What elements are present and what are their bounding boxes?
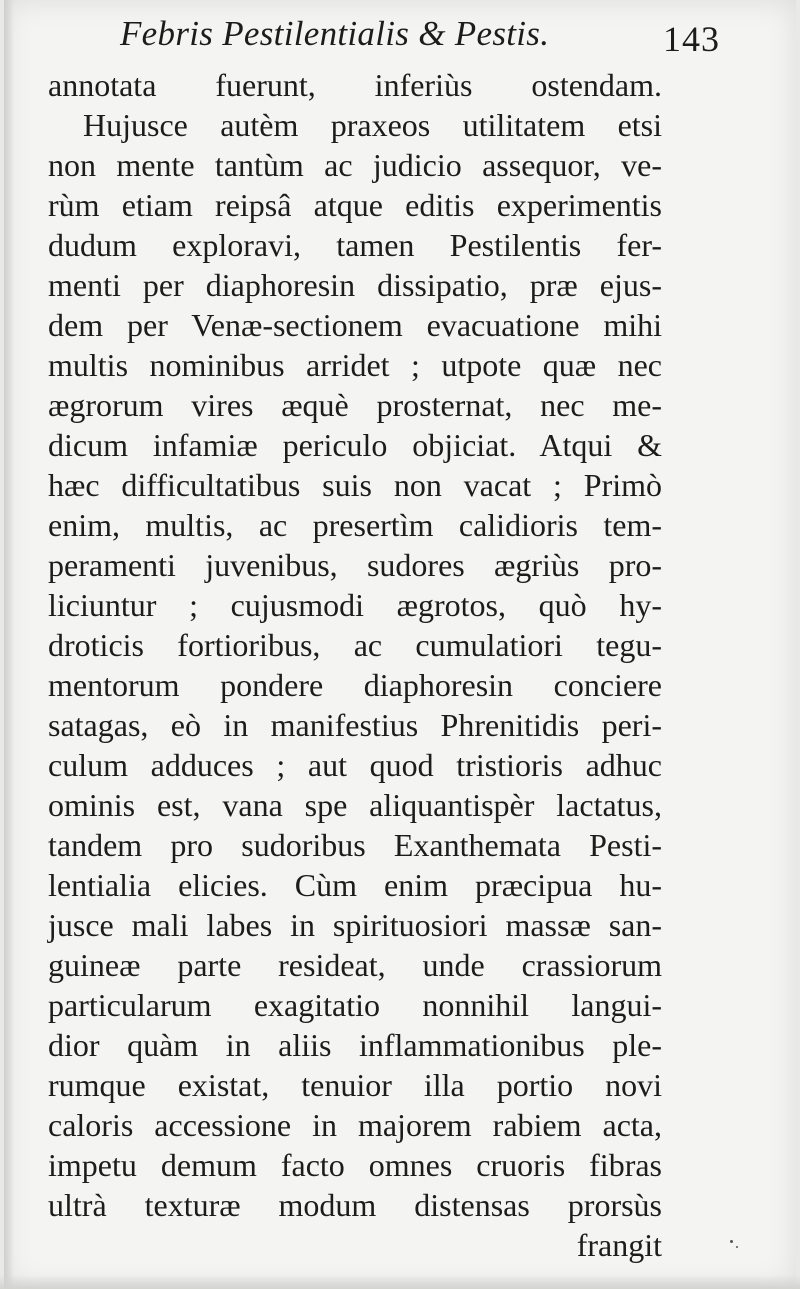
text-line: liciuntur ; cujusmodi ægrotos, quò hy-	[48, 587, 662, 623]
text-line: mentorum pondere diaphoresin conciere	[48, 667, 662, 703]
text-line: ægrorum vires æquè prosternat, nec me-	[48, 387, 662, 423]
text-line: annotata fuerunt, inferiùs ostendam.	[48, 67, 662, 103]
text-line: ominis est, vana spe aliquantispèr lactatus,	[48, 787, 662, 823]
text-line: Hujusce autèm praxeos utilitatem etsi	[83, 107, 662, 143]
text-line: particularum exagitatio nonnihil langui-	[48, 987, 662, 1023]
text-line: hæc difficultatibus suis non vacat ; Primò	[48, 467, 662, 503]
text-line: caloris accessione in majorem rabiem acta,	[48, 1107, 662, 1143]
text-line: lentialia elicies. Cùm enim præcipua hu-	[48, 867, 662, 903]
ink-speck	[730, 1240, 733, 1243]
catchword: frangit	[576, 1227, 662, 1263]
ink-speck	[736, 1246, 738, 1248]
text-line: ultrà texturæ modum distensas prorsùs	[48, 1187, 662, 1223]
text-line: guineæ parte resideat, unde crassiorum	[48, 947, 662, 983]
running-head: Febris Pestilentialis & Pestis.	[120, 14, 550, 53]
text-line: dicum infamiæ periculo objiciat. Atqui &	[48, 427, 662, 463]
text-line: menti per diaphoresin dissipatio, præ ejus-	[48, 267, 662, 303]
text-line: multis nominibus arridet ; utpote quæ nec	[48, 347, 662, 383]
text-line: tandem pro sudoribus Exanthemata Pesti-	[48, 827, 662, 863]
text-line: rumque existat, tenuior illa portio novi	[48, 1067, 662, 1103]
text-line: satagas, eò in manifestius Phrenitidis peri-	[48, 707, 662, 743]
text-line: impetu demum facto omnes cruoris fibras	[48, 1147, 662, 1183]
text-line: enim, multis, ac presertìm calidioris tem-	[48, 507, 662, 543]
page-number: 143	[663, 19, 720, 59]
text-line: dudum exploravi, tamen Pestilentis fer-	[48, 227, 662, 263]
text-line: culum adduces ; aut quod tristioris adhuc	[48, 747, 662, 783]
text-line: dior quàm in aliis inflammationibus ple-	[48, 1027, 662, 1063]
text-line: rùm etiam reipsâ atque editis experimentis	[48, 187, 662, 223]
text-line: non mente tantùm ac judicio assequor, ve-	[48, 147, 662, 183]
text-line: dem per Venæ-sectionem evacuatione mihi	[48, 307, 662, 343]
text-line: peramenti juvenibus, sudores ægriùs pro-	[48, 547, 662, 583]
text-line: droticis fortioribus, ac cumulatiori tegu-	[48, 627, 662, 663]
text-line: jusce mali labes in spirituosiori massæ san-	[48, 907, 662, 943]
